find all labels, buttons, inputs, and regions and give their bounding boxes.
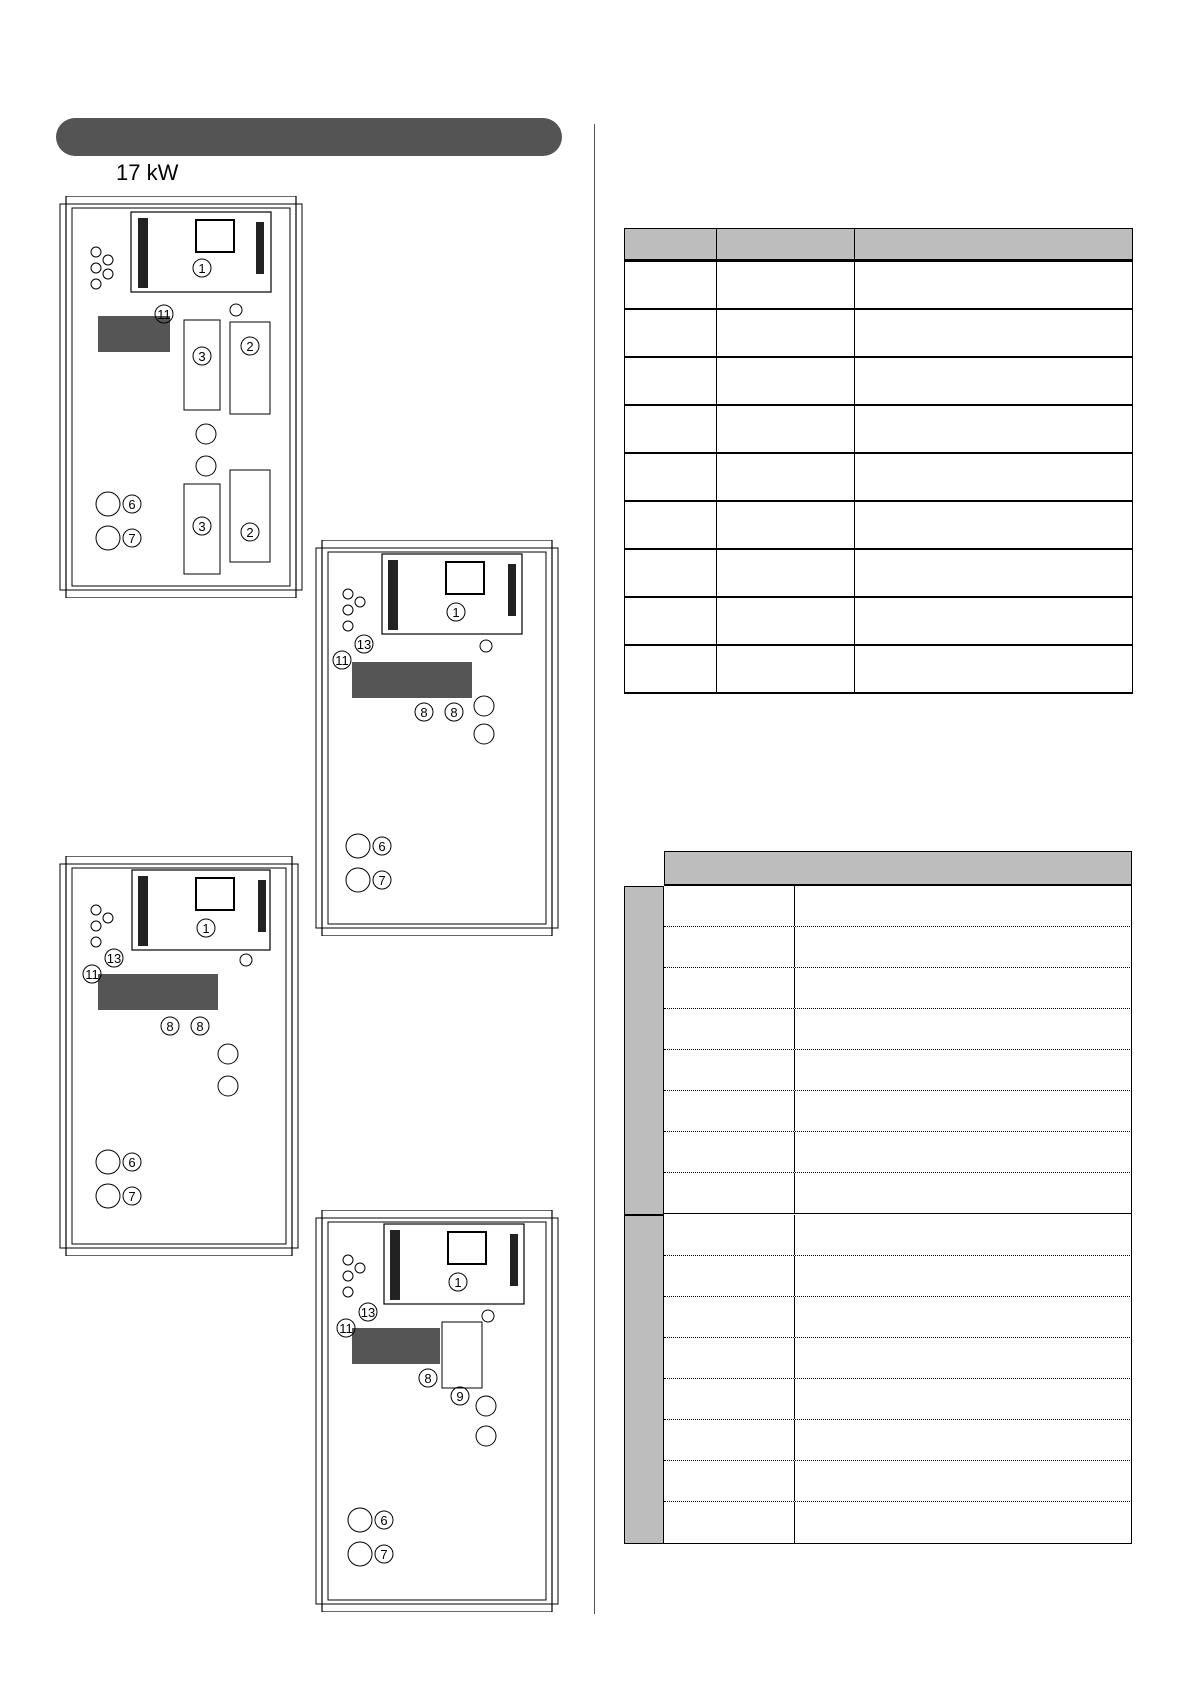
table-row (625, 453, 1133, 501)
list-item (664, 1132, 1132, 1173)
group-label (624, 1215, 664, 1544)
callout-1: 1 (454, 1275, 462, 1290)
callout-8b: 8 (196, 1019, 204, 1034)
callout-7: 7 (128, 531, 136, 546)
table-cell (625, 405, 717, 453)
callout-8b: 8 (450, 705, 458, 720)
list-item (664, 1215, 1132, 1256)
callout-8: 8 (424, 1371, 432, 1386)
callout-3: 3 (198, 349, 206, 364)
list-header (664, 851, 1132, 886)
callout-2b: 2 (246, 525, 254, 540)
table-cell (717, 261, 855, 310)
callout-1: 1 (452, 605, 460, 620)
table-cell (717, 405, 855, 453)
table-cell (625, 597, 717, 645)
header-cell (855, 229, 1133, 261)
control-box-diagram-4 (312, 1210, 564, 1612)
table-row (625, 405, 1133, 453)
callout-11: 11 (335, 653, 349, 668)
table-cell (717, 357, 855, 405)
list-item (664, 1338, 1132, 1379)
section-header-bar (56, 118, 562, 156)
callout-6: 6 (380, 1513, 388, 1528)
callout-8: 8 (420, 705, 428, 720)
component-table (624, 228, 1133, 694)
callout-11: 11 (157, 307, 171, 322)
list-item (664, 886, 1132, 927)
table-cell (625, 549, 717, 597)
table-cell (855, 357, 1133, 405)
table-cell (855, 405, 1133, 453)
table-cell (717, 501, 855, 549)
table-cell (717, 549, 855, 597)
callout-2: 2 (246, 339, 254, 354)
table-cell (625, 453, 717, 501)
table-cell (717, 597, 855, 645)
table-cell (855, 645, 1133, 693)
table-cell (855, 597, 1133, 645)
table-cell (625, 501, 717, 549)
table-row (625, 549, 1133, 597)
callout-13: 13 (106, 951, 122, 966)
callout-1: 1 (202, 921, 210, 936)
callout-6: 6 (128, 1155, 136, 1170)
callout-9: 9 (456, 1389, 464, 1404)
list-item (664, 1091, 1132, 1132)
table-cell (855, 261, 1133, 310)
header-cell (625, 229, 717, 261)
list-item (664, 1379, 1132, 1420)
control-box-diagram-3 (56, 856, 304, 1256)
table-cell (717, 645, 855, 693)
table-cell (855, 549, 1133, 597)
table-cell (625, 357, 717, 405)
column-divider (594, 124, 595, 1614)
table-header-row (625, 229, 1133, 261)
list-item (664, 1461, 1132, 1502)
list-item (664, 1297, 1132, 1338)
table-cell (625, 309, 717, 357)
header-cell (717, 229, 855, 261)
list-item (664, 1173, 1132, 1214)
list-item (664, 968, 1132, 1009)
table-cell (855, 453, 1133, 501)
table-cell (717, 309, 855, 357)
callout-7: 7 (378, 873, 386, 888)
callout-7: 7 (128, 1189, 136, 1204)
table-cell (625, 261, 717, 310)
callout-1: 1 (198, 261, 206, 276)
list-item (664, 1502, 1132, 1543)
callout-3b: 3 (198, 519, 206, 534)
list-item (664, 1256, 1132, 1297)
callout-6: 6 (128, 497, 136, 512)
table-cell (625, 645, 717, 693)
table-row (625, 261, 1133, 310)
table-cell (717, 453, 855, 501)
table-row (625, 645, 1133, 693)
list-item (664, 1009, 1132, 1050)
callout-11: 11 (339, 1321, 353, 1336)
group-label (624, 886, 664, 1215)
callout-8: 8 (166, 1019, 174, 1034)
list-item (664, 1420, 1132, 1461)
callout-13: 13 (360, 1305, 376, 1320)
table-cell (855, 309, 1133, 357)
callout-7: 7 (380, 1547, 388, 1562)
control-box-diagram-1 (56, 196, 308, 598)
callout-13: 13 (356, 637, 372, 652)
model-label: 17 kW (116, 160, 179, 185)
control-box-diagram-2 (312, 540, 564, 936)
table-cell (855, 501, 1133, 549)
callout-6: 6 (378, 839, 386, 854)
table-row (625, 309, 1133, 357)
callout-11: 11 (85, 967, 99, 982)
table-row (625, 597, 1133, 645)
list-item (664, 927, 1132, 968)
list-item (664, 1050, 1132, 1091)
table-row (625, 501, 1133, 549)
table-row (625, 357, 1133, 405)
